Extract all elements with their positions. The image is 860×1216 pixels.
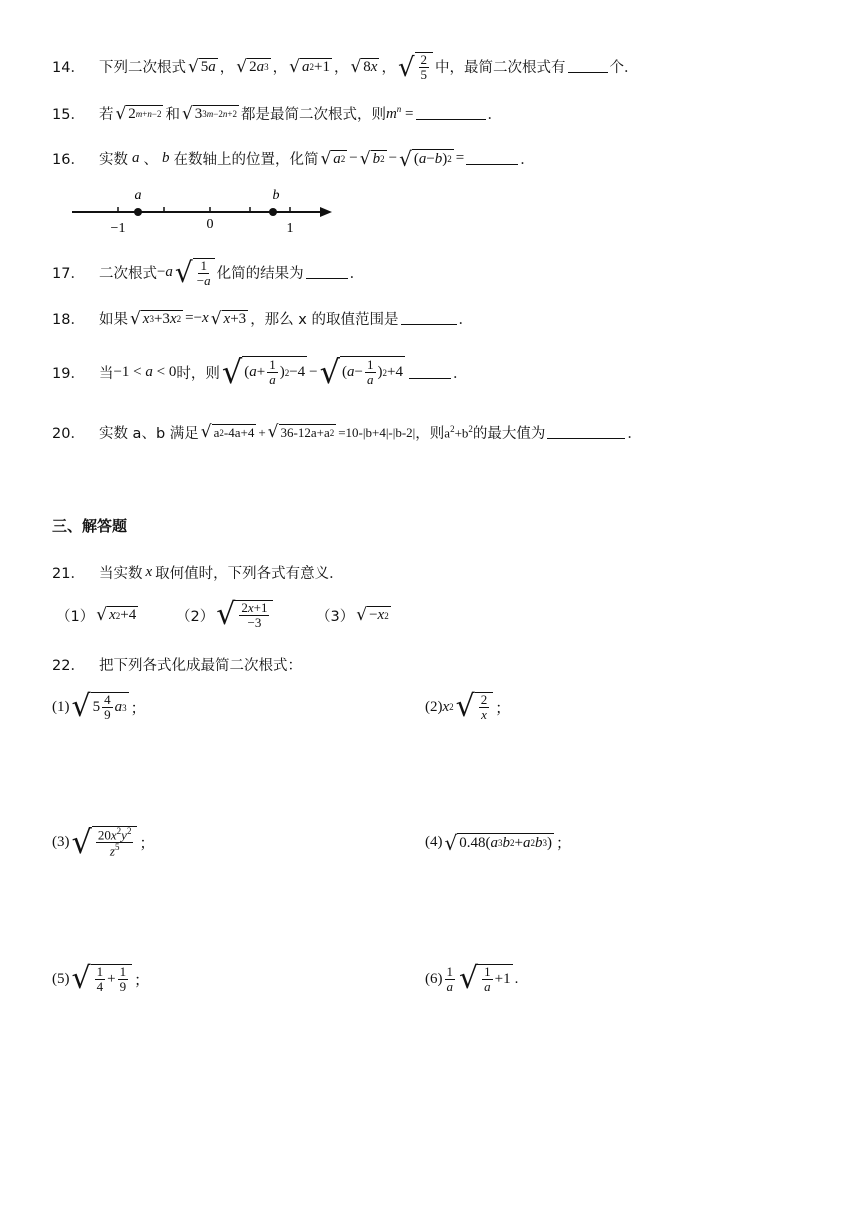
question-19 [52,353,468,391]
question-text: ． [627,426,642,442]
punctuation: ； [130,700,146,717]
part-label: （3） [316,608,355,625]
part-label: (4) [425,834,443,850]
question-text: 和 [165,107,180,123]
question-text: ，那么 x 的取值范围是 [250,312,399,328]
label-a: a [134,188,142,203]
punctuation: ； [139,835,155,852]
question-text: 当实数 [98,566,143,582]
part-label: （1） [56,608,95,625]
punctuation: ； [134,972,150,989]
part-label: (6) [425,970,443,987]
math-expression: $m^n$ = [385,104,414,122]
question-text: 在数轴上的位置，化简 [173,152,319,168]
part-label: （2） [176,608,215,625]
question-text: 当 [98,365,114,382]
question-number: 15． [52,107,85,123]
q21-part-3: （3） √ − x 2 [316,605,389,625]
point-a [134,208,142,216]
question-text: 取何值时，下列各式有意义． [155,566,344,582]
question-text: ． [458,312,473,328]
question-22 [52,654,302,675]
math-expression: √ x 3 +3 x 2 =− x √ x +3 [129,308,247,329]
variable-a: a [131,150,140,166]
radical-sqrt-a2-plus-1: √ a 2 +1 [289,56,330,77]
question-text: 实数 [98,152,128,168]
question-text: 化简的结果为 [216,266,304,283]
answer-blank [306,266,348,279]
question-text: 二次根式 [98,266,157,283]
variable-b: b [161,150,170,166]
number-line [70,185,350,239]
question-number: 16． [52,152,85,168]
axis-arrow [320,207,332,217]
q22-part-3: (3) √ $\frac{20x^2y^2}{z^5}$ ； [52,823,155,861]
question-14: 14． 下列二次根式 √ 5 a ， √ 2 a 3 ， √ a 2 +1 ， √ 8 x ， √ $\frac{2}{5}$ 中，最简二次根式有 个． [52,52,639,84]
radical-sqrt-2-pow: √ 2 m+n−2 [115,103,162,124]
question-number: 19． [52,365,85,382]
punctuation: . [514,970,519,987]
math-condition: −1 < a < 0 [113,363,177,380]
part-label: (5) [52,970,70,987]
radical-sqrt-2a3: √ 2 a 3 [236,56,269,77]
question-text: 时，则 [176,365,220,382]
variable-x: x [145,564,153,580]
question-text: 如果 [98,312,128,328]
answer-blank [401,312,457,325]
question-text: 下列二次根式 [98,60,186,77]
question-text: ． [520,152,535,168]
question-number: 20． [52,426,85,442]
question-text: ． [487,107,503,123]
question-text: 的最大值为 [472,426,546,442]
answer-blank [568,60,608,73]
math-expression: √ ( a + $\frac{1}{a}$ ) 2 −4 − √ ( a − $\frac{1}{a}$ ) 2 +4 [221,353,403,391]
part-label: (3) [52,833,70,850]
q22-part-2: (2) x 2 √ $\frac{2}{x}$ ； [425,689,511,724]
radical-sqrt-3-pow: √ 3 3m−2n+2 [181,103,237,124]
question-text: 个． [609,60,639,77]
punctuation: ； [555,836,571,852]
tick-label-0: 0 [206,217,214,232]
question-number: 14． [52,60,85,77]
math-expression: − a √ $\frac{1}{-a}$ [157,258,217,287]
question-20 [52,422,642,443]
question-16 [52,148,535,169]
question-text: 若 [98,107,114,123]
q22-part-4: (4) √ 0.48( a 3 b 2 + a 2 b 3 ) ； [425,830,571,855]
q22-part-1: (1) √ 5 $\frac{4}{9}$ a 3 ； [52,689,146,724]
answer-blank [547,426,625,439]
answer-blank [466,152,518,165]
math-expression: √ a 2 − √ b 2 − √ ( a − b ) 2 = [320,146,465,171]
answer-blank [409,366,451,379]
question-text: ． [452,365,468,382]
question-text: 中，最简二次根式有 [435,60,566,77]
question-text: 都是最简二次根式，则 [240,107,386,123]
math-expression: √ a 2 -4a+4 + √ 36-12a+a 2 =10-|b+4|-|b-2| [200,422,416,442]
point-b [269,208,277,216]
question-text: 实数 a、b 满足 [98,426,199,442]
question-text: 、 [143,152,158,168]
q22-part-6: (6) $\frac{1}{a}$ √ $\frac{1}{a}$ +1 . [425,961,519,996]
question-number: 18． [52,312,85,328]
section-heading: 三、解答题 [52,517,128,535]
number-line-figure [70,185,350,235]
part-label: (1) [52,698,70,715]
q21-part-1: （1） √ x 2 +4 [56,605,137,625]
question-15 [52,103,502,124]
tick-label-neg1: −1 [110,221,126,235]
question-21-parts [56,597,393,632]
punctuation: ； [495,700,511,717]
radical-sqrt-2-over-5: √ $\frac{2}{5}$ [398,52,433,81]
question-21 [52,562,344,583]
part-label: (2) [425,698,443,715]
question-text: ，则 [415,426,445,442]
radical-sqrt-5a: √ 5 a [187,56,216,77]
answer-blank [416,107,486,120]
question-text: ． [349,266,365,283]
question-number: 22． [52,658,85,674]
question-text: 把下列各式化成最简二次根式： [98,658,302,674]
tick-label-1: 1 [286,221,294,235]
q21-part-2: （2） √ $\frac{2x+1}{-3}$ [176,600,316,630]
math-expression: $a^2+b^2$ [444,423,473,441]
question-18 [52,308,473,329]
q22-part-5: (5) √ $\frac{1}{4}$ + $\frac{1}{9}$ ； [52,961,150,996]
question-17 [52,256,365,290]
question-number: 21． [52,566,85,582]
question-number: 17． [52,266,85,283]
radical-sqrt-8x: √ 8 x [350,56,378,77]
label-b: b [272,188,280,203]
